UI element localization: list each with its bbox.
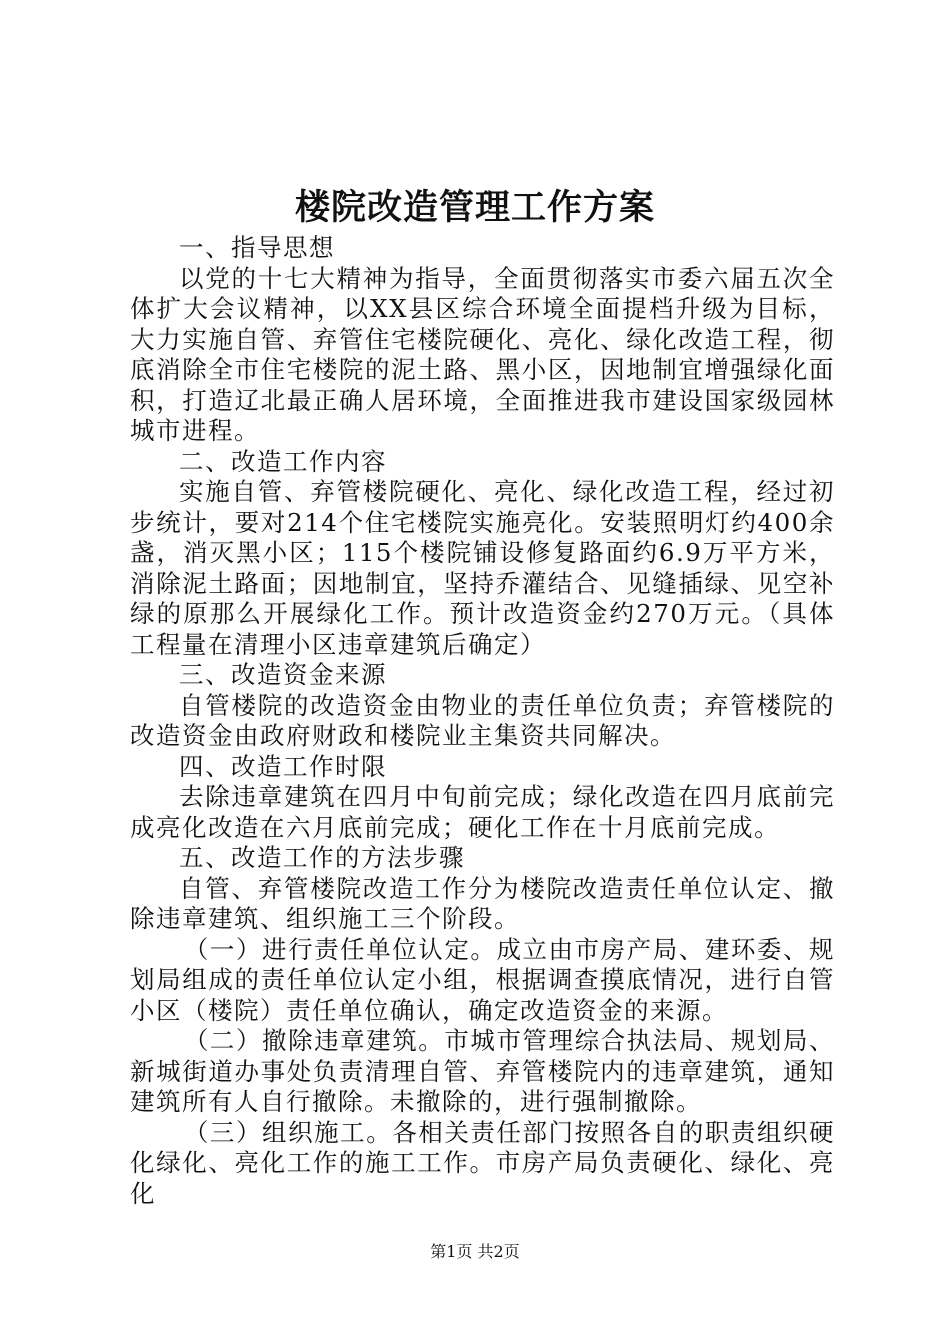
paragraph-time-limit: 去除违章建筑在四月中旬前完成；绿化改造在四月底前完成亮化改造在六月底前完成；硬化工作在十月底前完成。 xyxy=(130,782,835,842)
document-body xyxy=(130,233,835,1209)
section-heading-method-steps: 五、改造工作的方法步骤 xyxy=(179,843,465,872)
paragraph-method-steps: 自管、弃管楼院改造工作分为楼院改造责任单位认定、撤除违章建筑、组织施工三个阶段。 xyxy=(130,873,835,933)
page-number-footer: 第1页 共2页 xyxy=(430,1242,520,1261)
section-heading-funding-source: 三、改造资金来源 xyxy=(179,660,387,689)
section-heading-work-content: 二、改造工作内容 xyxy=(179,446,387,476)
subsection-demolish-illegal-buildings: （二）撤除违章建筑。市城市管理综合执法局、规划局、新城街道办事处负责清理自管、弃管楼院内的违章建筑，通知建筑所有人自行撤除。未撤除的，进行强制撤除。 xyxy=(130,1026,835,1116)
section-heading-time-limit: 四、改造工作时限 xyxy=(179,751,387,781)
subsection-responsibility-confirmation: （一）进行责任单位认定。成立由市房产局、建环委、规划局组成的责任单位认定小组，根据调查摸底情况，进行自管小区（楼院）责任单位确认，确定改造资金的来源。 xyxy=(130,934,835,1025)
paragraph-work-content: 实施自管、弃管楼院硬化、亮化、绿化改造工程，经过初步统计，要对214个住宅楼院实施亮化。安装照明灯约400余盏，消灭黑小区；115个楼院铺设修复路面约6.9万平方米，消除泥土路面；因地制宜，坚持乔灌结合、见缝插绿、见空补绿的原那么开展绿化工作。预计改造资金约270万元。（具体工程量在清理小区违章建筑后确定） xyxy=(130,477,835,659)
paragraph-funding-source: 自管楼院的改造资金由物业的责任单位负责；弃管楼院的改造资金由政府财政和楼院业主集资共同解决。 xyxy=(130,690,835,750)
section-heading-guiding-ideology: 一、指导思想 xyxy=(179,233,335,262)
paragraph-guiding-ideology: 以党的十七大精神为指导，全面贯彻落实市委六届五次全体扩大会议精神，以XX县区综合环境全面提档升级为目标，大力实施自管、弃管住宅楼院硬化、亮化、绿化改造工程，彻底消除全市住宅楼院的泥土路、黑小区，因地制宜增强绿化面积，打造辽北最正确人居环境，全面推进我市建设国家级园林城市进程。 xyxy=(130,263,835,445)
subsection-organize-construction: （三）组织施工。各相关责任部门按照各自的职责组织硬化绿化、亮化工作的施工工作。市房产局负责硬化、绿化、亮化 xyxy=(130,1117,835,1208)
document-title: 楼院改造管理工作方案 xyxy=(294,187,655,228)
